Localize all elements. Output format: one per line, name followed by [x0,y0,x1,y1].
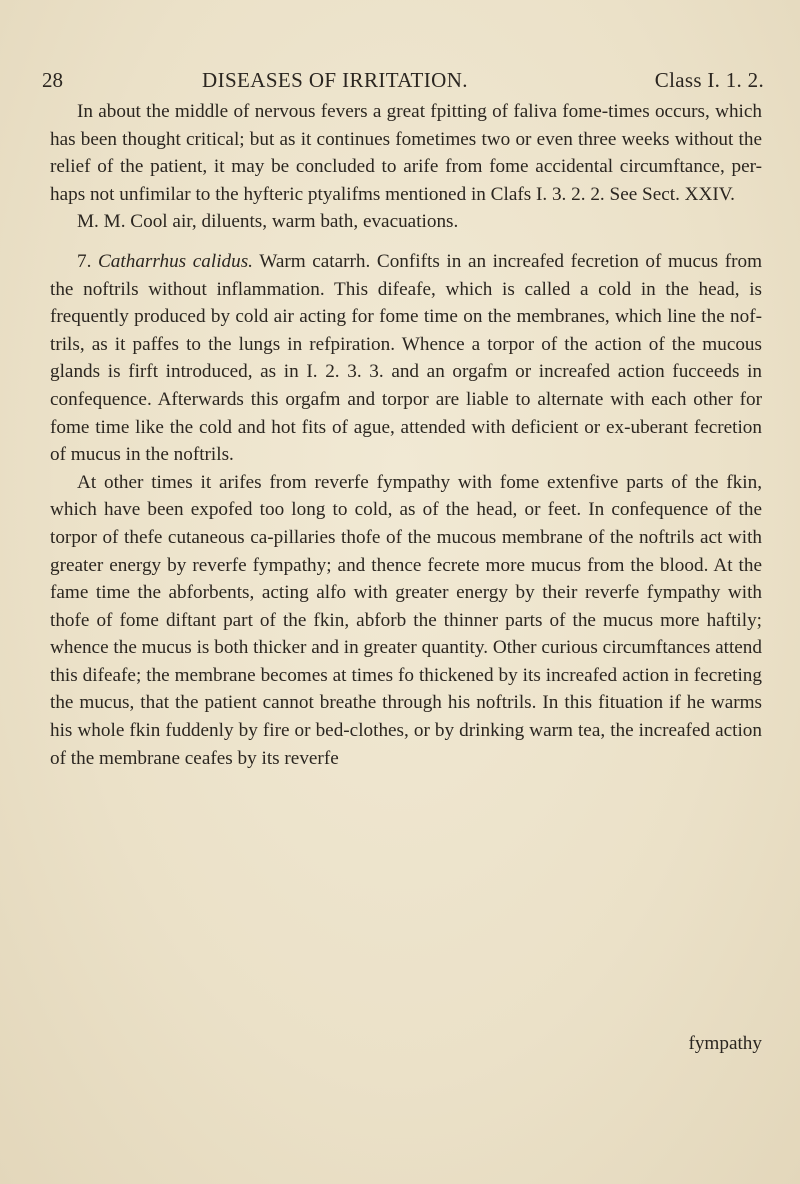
paragraph-warm-catarrh-body: Warm catarrh. Confifts in an increafed fecretion of mucus from the noftrils without inflammation. This difeafe, which is called a cold in the head, is frequently produced by cold air acting for fome time on the membranes, which line the nof-trils, as it paffes to the lungs in refpiration. Whence a torpor of the action of the mucous glands is firft introduced, as in I. 2. 3. 3. and an orgafm or increafed action fucceeds in confequence. Afterwards this orgafm and torpor are liable to alternate with each other for fome time like the cold and hot fits of ague, attended with deficient or ex-uberant fecretion of mucus in the noftrils. [50,250,762,466]
paragraph-method-of-medicine: M. M. Cool air, diluents, warm bath, evacuations. [77,211,459,233]
running-title: DISEASES OF IRRITATION. [202,68,468,92]
page-number: 28 [42,68,63,92]
body-text [50,98,762,772]
section-number: 7. [77,250,92,272]
class-reference: Class I. 1. 2. [654,68,764,92]
disease-title: Catharrhus calidus. [98,250,253,272]
paragraph-warm-catarrh [50,248,762,469]
paragraph-reverse-sympathy: At other times it arifes from reverfe fympathy with fome extenfive parts of the fkin, which have been expofed too long to cold, as of the head, or feet. In confequence of the torpor of thefe cutaneous ca-pillaries thofe of the mucous membrane of the noftrils act with greater energy by reverfe fympathy; and thence fecrete more mucus from the blood. At the fame time the abforbents, acting alfo with greater energy by their reverfe fympathy with thofe of fome diftant part of the fkin, abforb the thinner parts of the mucus more haftily; whence the mucus is both thicker and in greater quantity. Other curious circumftances attend this difeafe; the membrane becomes at times fo thickened by its increafed action in fecreting the mucus, that the patient cannot breathe through his noftrils. In this fituation if he warms his whole fkin fuddenly by fire or bed-clothes, or by drinking warm tea, the increafed action of the membrane ceafes by its reverfe [50,471,762,769]
paragraph-salivation: In about the middle of nervous fevers a great fpitting of faliva fome-times occurs, which has been thought critical; but as it continues fometimes two or even three weeks without the relief of the patient, it may be concluded to arife from fome accidental circumftance, per-haps not unfimilar to the hyfteric ptyalifms mentioned in Clafs I. 3. 2. 2. See Sect. XXIV. [50,101,762,205]
catchword: fympathy [688,1033,762,1054]
page-header [42,66,764,94]
